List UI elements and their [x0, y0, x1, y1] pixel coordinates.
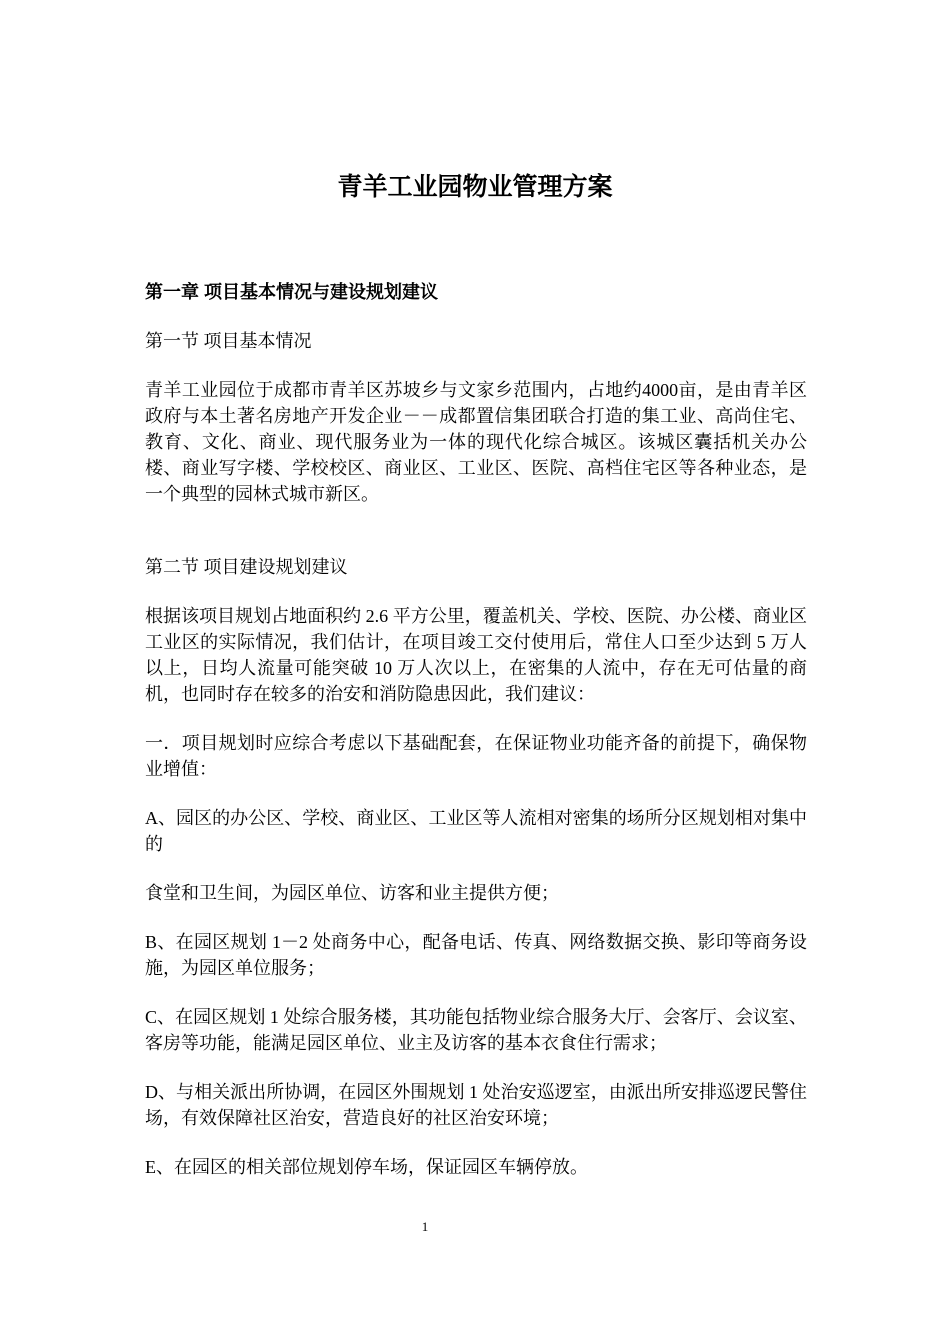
paragraph-item-1: 一．项目规划时应综合考虑以下基础配套，在保证物业功能齐备的前提下，确保物业增值： — [145, 733, 807, 779]
paragraph-item-b: B、在园区规划 1－2 处商务中心，配备电话、传真、网络数据交换、影印等商务设施，为园区单位服务； — [145, 932, 807, 978]
paragraph-project-overview: 青羊工业园位于成都市青羊区苏坡乡与文家乡范围内，占地约4000亩，是由青羊区政府与本土著名房地产开发企业－－成都置信集团联合打造的集工业、高尚住宅、教育、文化、商业、现代服务业为一体的现代化综合城区。该城区囊括机关办公楼、商业写字楼、学校校区、商业区、工业区、医院、高档住宅区等各种业态，是一个典型的园林式城市新区。 — [145, 380, 807, 504]
paragraph-item-e: E、在园区的相关部位规划停车场，保证园区车辆停放。 — [145, 1157, 588, 1177]
paragraph-planning-basis: 根据该项目规划占地面积约 2.6 平方公里，覆盖机关、学校、医院、办公楼、商业区工业区的实际情况，我们估计，在项目竣工交付使用后，常住人口至少达到 5 万人以上，日均人流量可能突破 10 万人次以上，在密集的人流中，存在无可估量的商机，也同时存在较多的治安和消防隐患因此，我们建议： — [145, 606, 807, 704]
paragraph-item-a: A、园区的办公区、学校、商业区、工业区等人流相对密集的场所分区规划相对集中的 — [145, 808, 807, 854]
paragraph-item-d: D、与相关派出所协调，在园区外围规划 1 处治安巡逻室，由派出所安排巡逻民警住场，有效保障社区治安，营造良好的社区治安环境； — [145, 1082, 807, 1128]
paragraph-item-c: C、在园区规划 1 处综合服务楼，其功能包括物业综合服务大厅、会客厅、会议室、客房等功能，能满足园区单位、业主及访客的基本衣食住行需求； — [145, 1007, 807, 1053]
document-title: 青羊工业园物业管理方案 — [337, 173, 613, 201]
section-heading-2: 第二节 项目建设规划建议 — [145, 557, 348, 577]
paragraph-item-a-continued: 食堂和卫生间，为园区单位、访客和业主提供方便； — [145, 883, 559, 903]
document-body — [145, 279, 807, 1203]
section-heading-1: 第一节 项目基本情况 — [145, 331, 312, 351]
page-number: 1 — [421, 1219, 429, 1234]
chapter-heading: 第一章 项目基本情况与建设规划建议 — [145, 282, 438, 302]
